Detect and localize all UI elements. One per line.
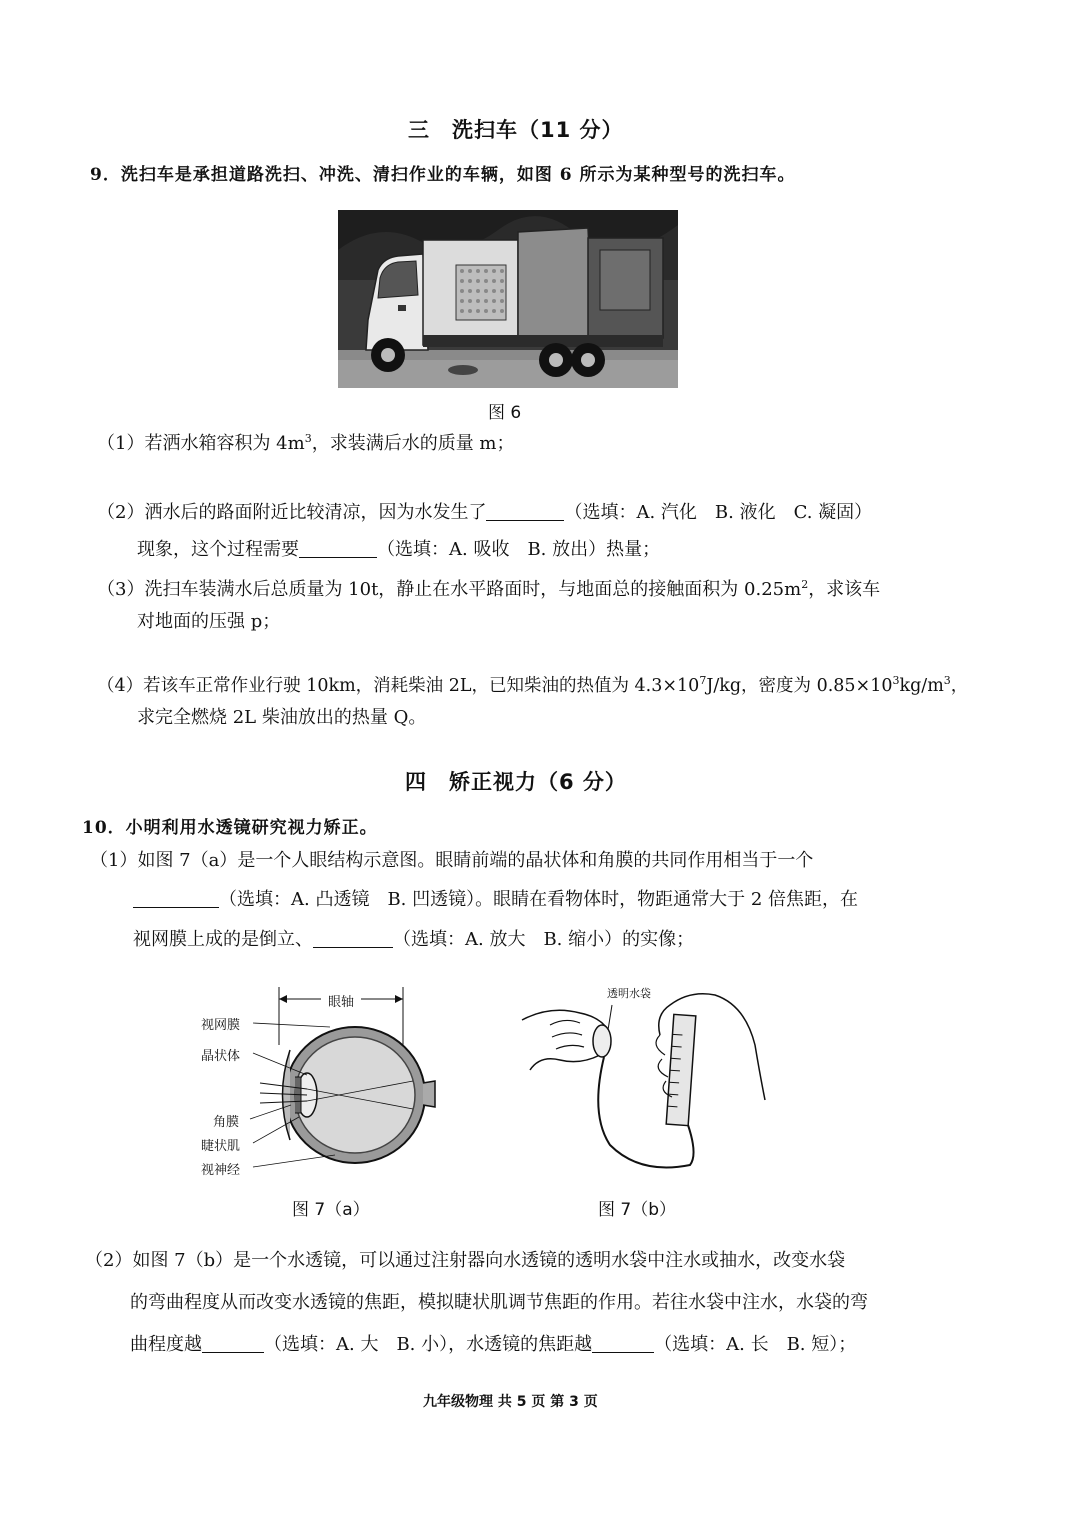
q10-part2-line3: 曲程度越 （选填：A. 大 B. 小），水透镜的焦距越 （选填：A. 长 B. 短）； (130, 1334, 857, 1355)
answer-blank[interactable] (133, 889, 219, 908)
q9-part2-line1: （2）洒水后的路面附近比较清凉，因为水发生了 （选填：A. 汽化 B. 液化 C. 凝固） (97, 502, 873, 523)
q10-part1-line2: （选填：A. 凸透镜 B. 凹透镜）。眼睛在看物体时，物距通常大于 2 倍焦距，在 (133, 889, 858, 911)
transparent-bag-label: 透明水袋 (607, 987, 651, 1000)
water-lens-diagram (520, 975, 770, 1180)
q10-stem: 10．小明利用水透镜研究视力矫正。 (82, 818, 378, 838)
eye-axis-label: 眼轴 (326, 991, 356, 1010)
page-footer: 九年级物理 共 5 页 第 3 页 (423, 1394, 598, 1410)
q10-part1-line3: 视网膜上成的是倒立、 （选填：A. 放大 B. 缩小）的实像； (133, 929, 695, 950)
fig6-caption: 图 6 (488, 403, 522, 423)
q9-part4-line1: （4）若该车正常作业行驶 10km，消耗柴油 2L，已知柴油的热值为 $4.3\times 10^7J/kg$，密度为 $0.85\times 10^3kg/m^3$， (97, 674, 969, 696)
q10-part2-line1: （2）如图 7（b）是一个水透镜，可以通过注射器向水透镜的透明水袋中注水或抽水，改变水袋 (85, 1250, 846, 1271)
optic-nerve-label: 视神经 (201, 1163, 241, 1178)
answer-blank[interactable] (299, 539, 377, 558)
fig7b-caption: 图 7（b） (598, 1200, 677, 1220)
q9-part4-line2: 求完全燃烧 2L 柴油放出的热量 Q。 (137, 707, 427, 728)
q10-part2-line2: 的弯曲程度从而改变水透镜的焦距，模拟睫状肌调节焦距的作用。若往水袋中注水，水袋的弯 (130, 1292, 868, 1313)
sweeper-truck-photo (338, 210, 678, 388)
q9-part2-line2: 现象，这个过程需要 （选填：A. 吸收 B. 放出）热量； (137, 539, 661, 560)
fig7a-caption: 图 7（a） (292, 1200, 370, 1220)
q9-part3-line1: （3）洗扫车装满水后总质量为 10t，静止在水平路面时，与地面总的接触面积为 $0.25m^2$，求该车 (97, 578, 881, 600)
answer-blank[interactable] (486, 502, 564, 521)
cornea-label: 角膜 (213, 1115, 240, 1130)
answer-blank[interactable] (592, 1334, 654, 1353)
q10-part1-line1: （1）如图 7（a）是一个人眼结构示意图。眼睛前端的晶状体和角膜的共同作用相当于一个 (90, 850, 814, 871)
q9-part3-line2: 对地面的压强 p； (137, 611, 281, 632)
retina-label: 视网膜 (201, 1018, 241, 1033)
answer-blank[interactable] (313, 929, 393, 948)
section3-title: 三 洗扫车（11 分） (408, 118, 624, 142)
lens-label: 晶状体 (201, 1049, 241, 1064)
ciliary-muscle-label: 睫状肌 (201, 1139, 241, 1154)
q9-part1: （1）若洒水箱容积为 $4m^3$，求装满后水的质量 m； (97, 432, 515, 454)
section4-title: 四 矫正视力（6 分） (405, 770, 627, 794)
q9-stem: 9．洗扫车是承担道路洗扫、冲洗、清扫作业的车辆，如图 6 所示为某种型号的洗扫车。 (90, 165, 796, 185)
answer-blank[interactable] (202, 1334, 264, 1353)
